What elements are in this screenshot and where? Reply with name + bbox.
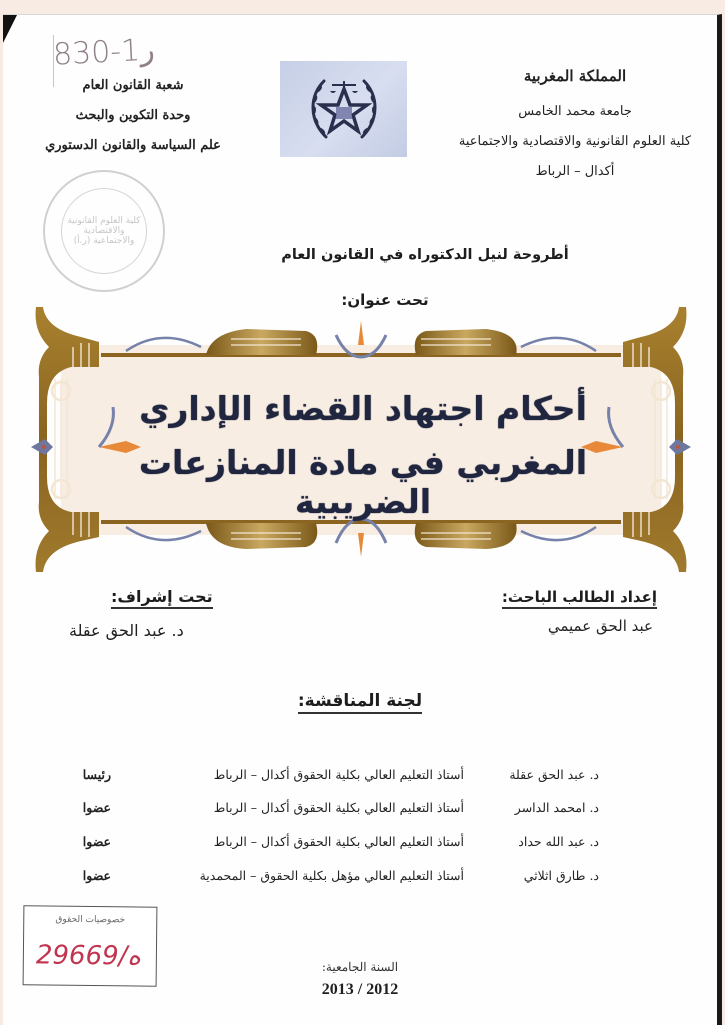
- accession-number: 29669/ه: [35, 940, 142, 972]
- member-name: د. عبد الحق عقلة: [509, 767, 599, 782]
- member-role: عضوا: [82, 868, 111, 883]
- supervisor-label: تحت إشراف:: [111, 587, 213, 609]
- faculty-round-stamp: [43, 170, 165, 292]
- supervisor-name: د. عبد الحق عقلة: [69, 621, 184, 640]
- folded-corner: [3, 15, 17, 43]
- institution-header-left: [33, 71, 233, 161]
- institution-header-right: [445, 61, 705, 187]
- member-title: أستاذ التعليم العالي بكلية الحقوق أكدال – الرباط: [213, 834, 464, 849]
- document-page: [3, 14, 722, 1025]
- academic-year-value: 2013 / 2012: [321, 981, 399, 998]
- member-title: أستاذ التعليم العالي مؤهل بكلية الحقوق – المحمدية: [199, 868, 464, 883]
- handwritten-call-number: 830-1ر: [52, 32, 156, 73]
- member-name: د. امحمد الداسر: [514, 800, 599, 815]
- stamp-inner-text: كلية العلوم القانونية والاقتصادية والاجتماعية (ر.أ): [61, 188, 147, 274]
- library-accession-stamp: [23, 905, 158, 986]
- ornamental-title-frame: [31, 307, 691, 572]
- member-name: د. عبد الله حداد: [518, 834, 599, 849]
- under-title-label: تحت عنوان:: [341, 291, 429, 309]
- thesis-type: أطروحة لنيل الدكتوراه في القانون العام: [281, 247, 569, 263]
- thesis-title-line-1: أحكام اجتهاد القضاء الإداري: [139, 389, 587, 428]
- thesis-title-line-2: المغربي في مادة المنازعات الضريبية: [138, 443, 588, 521]
- committee-row: [3, 834, 717, 858]
- country-name: المملكة المغربية: [523, 67, 627, 85]
- author-label: إعداد الطالب الباحث:: [502, 587, 657, 609]
- research-unit: وحدة التكوين والبحث: [75, 108, 191, 123]
- member-role: رئيسا: [82, 767, 111, 782]
- author-name: عبد الحق عميمي: [547, 617, 653, 635]
- academic-year-label: السنة الجامعية:: [321, 960, 399, 974]
- scales-star-laurel-icon: [294, 67, 394, 151]
- member-name: د. طارق اثلاثي: [523, 868, 599, 883]
- university-name: جامعة محمد الخامس: [518, 104, 632, 119]
- committee-row: [3, 868, 717, 892]
- member-role: عضوا: [82, 834, 111, 849]
- committee-title-text: لجنة المناقشة:: [298, 691, 422, 714]
- faculty-name: كلية العلوم القانونية والاقتصادية والاجتماعية: [458, 134, 692, 149]
- specialty-name: علم السياسة والقانون الدستوري: [45, 138, 221, 153]
- member-title: أستاذ التعليم العالي بكلية الحقوق أكدال – الرباط: [213, 767, 464, 782]
- committee-row: [3, 767, 717, 791]
- member-role: عضوا: [82, 800, 111, 815]
- faculty-location: أكدال – الرباط: [535, 164, 615, 179]
- committee-title: [3, 691, 717, 711]
- university-logo: [280, 61, 407, 157]
- member-title: أستاذ التعليم العالي بكلية الحقوق أكدال – الرباط: [213, 800, 464, 815]
- department-name: شعبة القانون العام: [82, 78, 184, 93]
- committee-row: [3, 800, 717, 824]
- library-stamp-label: خصوصيات الحقوق: [55, 914, 126, 926]
